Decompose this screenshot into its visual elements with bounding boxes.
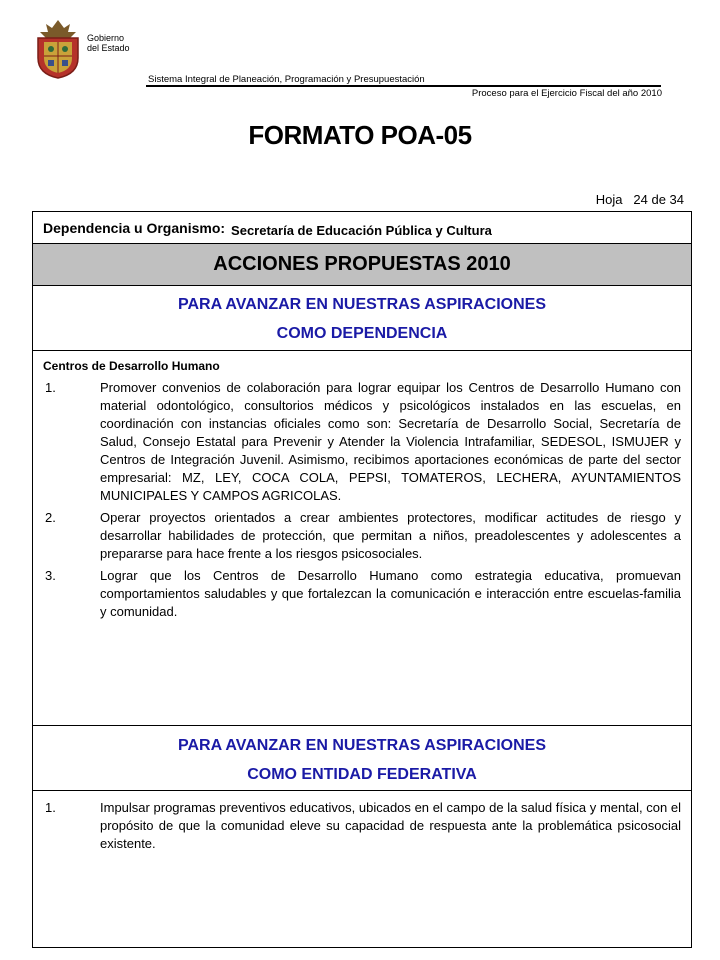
dependency-value: Secretaría de Educación Pública y Cultura [231, 223, 492, 238]
state-seal-logo [32, 18, 84, 80]
item-text: Promover convenios de colaboración para lograr equipar los Centros de Desarrollo Humano con material odontológico, consultorios médicos y psicológicos instalados en las escuelas, en coordinación con instancias oficiales como son: Secretaría de Desarrollo Social, Secretaría de Salud, Consejo Estatal para Prevenir y Atender la Violencia Intrafamiliar, SEDESOL, ISMUJER y Centros de Integración Juvenil. Asimismo, recibimos aportaciones económicas de parte del sector empresarial: MZ, LEY, COCA COLA, PEPSI, TOMATEROS, LECHERA, AYUNTAMIENTOS MUNICIPALES Y CAMPOS AGRICOLAS. [100, 380, 681, 503]
item-number: 1. [45, 380, 56, 395]
section2-heading-line2: COMO ENTIDAD FEDERATIVA [247, 766, 477, 783]
section1-heading-line1: PARA AVANZAR EN NUESTRAS ASPIRACIONES [177, 296, 547, 313]
header-rule [146, 85, 661, 87]
list-item [43, 567, 681, 621]
section1-heading [33, 286, 691, 351]
page-title: FORMATO POA-05 [248, 120, 472, 150]
section2-heading [33, 725, 691, 791]
item-number: 2. [45, 510, 56, 525]
item-number: 1. [45, 800, 56, 815]
page-number [596, 192, 684, 207]
gobierno-line1: Gobierno [87, 33, 125, 43]
item-text: Operar proyectos orientados a crear ambientes protectores, modificar actitudes de riesgo y desarrollar habilidades de protección, que permitan a niños, preadolescentes y adolescentes a prepararse para hace frente a los riesgos psicosociales. [100, 510, 681, 561]
item-text: Lograr que los Centros de Desarrollo Humano como estrategia educativa, promuevan comportamientos saludables y que fortalezcan la comunicación e interacción entre escuelas-familia y comunidad. [100, 568, 681, 619]
section1-subheading: Centros de Desarrollo Humano [43, 359, 220, 373]
section-band: ACCIONES PROPUESTAS 2010 [33, 244, 691, 286]
list-item [43, 379, 681, 505]
list-item [43, 509, 681, 563]
list-item [43, 799, 681, 853]
page-label: Hoja [595, 192, 623, 207]
page-value: 24 de 34 [633, 192, 684, 207]
section1-body [33, 351, 691, 725]
process-text: Proceso para el Ejercicio Fiscal del año 2010 [471, 88, 662, 99]
section2-heading-line1: PARA AVANZAR EN NUESTRAS ASPIRACIONES [177, 737, 547, 754]
system-name: Sistema Integral de Planeación, Programación y Presupuestación [148, 74, 425, 85]
item-number: 3. [45, 568, 56, 583]
dependency-label: Dependencia u Organismo: [43, 219, 226, 236]
item-text: Impulsar programas preventivos educativos, ubicados en el campo de la salud física y mental, con el propósito de que la comunidad eleve su capacidad de respuesta ante la problemática psicosocial existente. [100, 800, 681, 851]
dependency-row [33, 212, 691, 244]
section1-heading-line2: COMO DEPENDENCIA [276, 325, 448, 342]
government-label [87, 33, 130, 53]
gobierno-line2: del Estado [87, 43, 130, 53]
form-box [32, 211, 692, 948]
section2-body [33, 791, 691, 853]
